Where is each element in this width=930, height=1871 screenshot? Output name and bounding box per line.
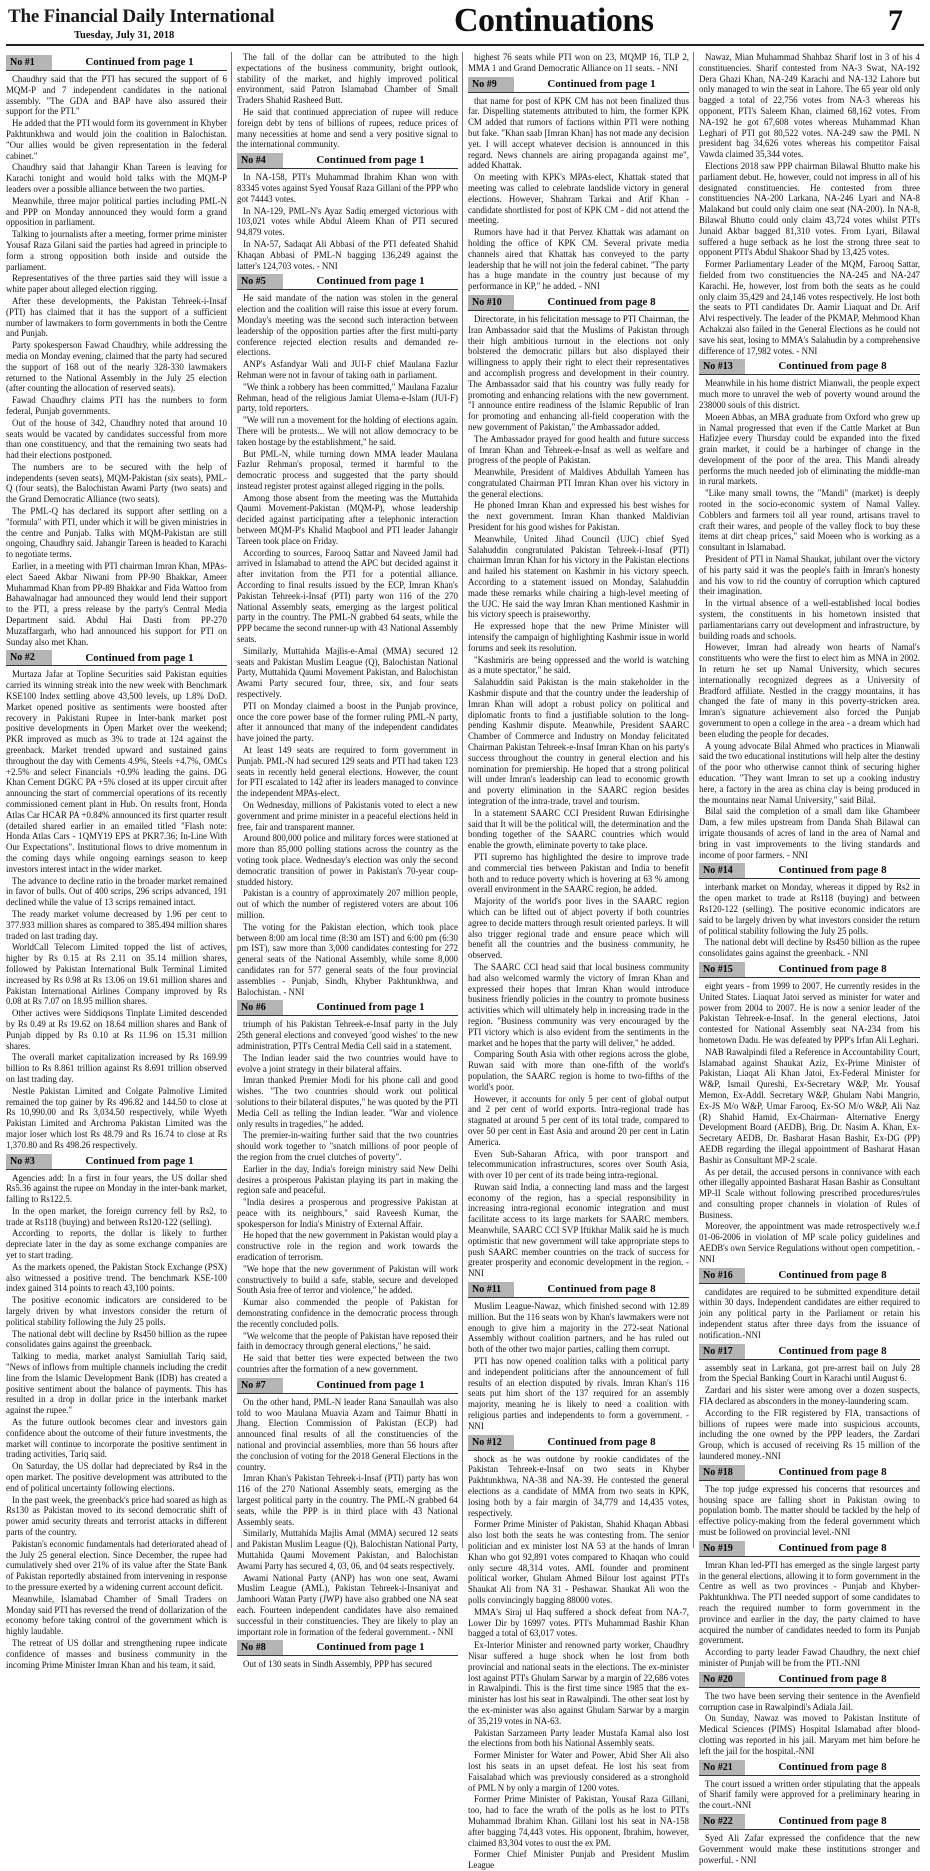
continuation-source: Continued from page 1 — [85, 56, 194, 69]
article-paragraph: According to the FIR registered by FIA, transactions of billions of rupees were made into suspicious accounts, including the one owned by the PPP leaders, the Zardari Group, which is accused of receiving Rs 15 million of the laundered money.-NNI — [699, 1407, 920, 1462]
article-paragraph: that name for post of KPK CM has not been finalized thus far. Dispelling statements attributed to him, the former KPK CM added that rumors of factions within PTI were nothing but fake. "Khan saab [Imran Khan] has not made any decision yet. I will accept whatever decision is announced in this regard. News channels are airing propaganda against me", added Khattak. — [468, 95, 689, 171]
continuation-source: Continued from page 8 — [778, 360, 887, 373]
article-paragraph: In the open market, the foreign currency fell by Rs2, to trade at Rs118 (buying) and between Rs120-122 (selling). — [6, 1205, 227, 1227]
article-paragraph: Imran Khan's Pakistan Tehreek-i-Insaf (PTI) party has won 116 of the 270 National Assembly seats, emerging as the largest political party in the country. The PML-N grabbed 64 seats, while the PPP is in third place with 43 National Assembly seats. — [237, 1473, 458, 1527]
continuation-number: No #5 — [237, 274, 283, 289]
continuation-source: Continued from page 1 — [316, 275, 425, 288]
article-paragraph: The national debt will decline by Rs450 billion as the rupee consolidates gains against the greenback. - NNI — [699, 937, 920, 959]
column-divider — [693, 52, 694, 1548]
article-paragraph: Earlier in the day, India's foreign ministry said New Delhi desires a prosperous Pakistan playing its part in making the region safe and peaceful. — [237, 1163, 458, 1196]
continuation-header — [237, 1378, 458, 1394]
article-paragraph: candidates are required to be submitted expenditure detail within 30 days. Independent candidates are either required to join any political party in the Parliament or retain his independent status after three days from the issuance of notification.-NNI — [699, 1286, 920, 1340]
article-paragraph: Imran Khan led-PTI has emerged as the single largest party in the general elections, allowing it to form government in the Centre as well as two provinces - Punjab and Khyber-Pakhtunkhwa. The PTI needed support of some candidates to reach the required number to form government in the province and earlier in the day, the party claimed to have acquired the number of candidates needed to form its Punjab government. — [699, 1559, 920, 1646]
article-paragraph: Similarly, Muttahida Majlis-e-Amal (MMA) secured 12 seats and Pakistan Muslim League (Q), Balochistan National Party, Muttahida Qaumi Movement Pakistan, and Balochistan Awami Party secured four, three, six, and four seats respectively. — [237, 645, 458, 700]
article-paragraph: Former Prime Minister of Pakistan, Yousaf Raza Gillani, too, had to face the wrath of the polls as he lost to PTI's Muhammad Ibrahim Khan. Gillani lost his seat in NA-158 after bagging 74,443 votes. His opponent, Ibrahim, however, claimed 83,304 votes to oust the ex PM. — [468, 1794, 689, 1848]
article-paragraph: assembly seat in Larkana, got pre-arrest bail on July 28 from the Special Banking Court in Karachi until August 6. — [699, 1362, 920, 1384]
continuation-number: No #15 — [699, 962, 745, 977]
article-paragraph: In NA-158, PTI's Muhammad Ibrahim Khan won with 83345 votes against Syed Yousaf Raza Gillani of the PPP who got 74443 votes. — [237, 172, 458, 204]
article-paragraph: Chaudhry said that the PTI has secured the support of 6 MQM-P and 7 independent candidates in the national assembly. "The GDA and BAP have also assured their support for the PTI." — [6, 74, 227, 117]
continuation-number: No #21 — [699, 1760, 745, 1775]
article-paragraph: At least 149 seats are required to form government in Punjab. PML-N had secured 129 seats and PTI had taken 123 seats in recently held general elections. However, the count for PTI escalated to 142 after its leaders managed to convince the independent MPAs-elect. — [237, 745, 458, 799]
continuation-source: Continued from page 8 — [778, 1672, 887, 1685]
article-paragraph: The national debt will decline by Rs450 billion as the rupee consolidates gains against the greenback. — [6, 1328, 227, 1350]
article-paragraph: Ruwan said India, a connecting land mass and the largest economy of the region, has a special responsibility in increasing intra-regional economic integration and must facilitate access to its large markets for SAARC members. Meanwhile, SAARC CCI SVP Iftikhar Malik said he is much optimistic that new government will take appropriate steps to push SAARC member countries on the track of success for greater prosperity and economic development in the region. - NNI — [468, 1181, 689, 1279]
article-paragraph: shock as he was outdone by rookie candidates of the Pakistan Tehreek-e-Insaf on two seats in Khyber Pakhtunkhwa, NA-38 and NA-39. He contested the general elections as a candidate of MMA from two seats in KPK, losing both by a fair margin of 34,779 and 14,435 votes, respectively. — [468, 1453, 689, 1518]
article-paragraph: As the markets opened, the Pakistan Stock Exchange (PSX) also witnessed a positive trend. The benchmark KSE-100 index gained 314 points to reach 43,100 points. — [6, 1261, 227, 1294]
article-paragraph: Out of 130 seats in Sindh Assembly, PPP has secured — [243, 1659, 432, 1670]
article-paragraph: Moreover, the appointment was made retrospectively w.e.f 01-06-2006 in violation of MP scale policy guidelines and AEDB's own Service Regulations without open competition. - NNI — [699, 1221, 920, 1264]
article-paragraph: The advance to decline ratio in the broader market remained in favor of bulls. Out of 400 scrips, 296 scrips advanced, 191 declined while the value of 13 scrips remained intact. — [6, 875, 227, 908]
article-paragraph: However, it accounts for only 5 per cent of global output and 2 per cent of world exports. Intra-regional trade has stagnated at around 5 per cent of its total trade, compared to over 50 per cent in East Asia and around 20 per cent in Latin America. — [468, 1093, 689, 1147]
continuation-number: No #1 — [6, 55, 52, 70]
article-paragraph: "Kashmiris are being oppressed and the world is watching as a mute spectator," he said. — [468, 654, 689, 676]
article-paragraph: Muslim League-Nawaz, which finished second with 12.89 million. But the 116 seats won by Khan's lawmakers were not enough to give him a majority in the 272-seat National Assembly without coalition partners, and he has ruled out both of the other two major parties, calling them corrupt. — [468, 1301, 689, 1355]
continuation-source: Continued from page 8 — [778, 1815, 887, 1828]
continuation-header — [699, 863, 920, 879]
article-paragraph: Fawad Chaudhry claims PTI has the numbers to form federal, Punjab governments. — [6, 395, 227, 416]
article-paragraph: interbank market on Monday, whereas it dipped by Rs2 in the open market to trade at Rs118 (buying) and between Rs120-122 (selling). The positive economic indicators are said to be largely driven by what investors consider the return of political stability following the July 25 polls. — [699, 882, 920, 936]
article-paragraph: "India desires a prosperous and progressive Pakistan at peace with its neighbours," said Raveesh Kumar, the spokesperson for India's Ministry of External Affair. — [237, 1197, 458, 1229]
continuation-header — [699, 1760, 920, 1776]
continuation-number: No #14 — [699, 863, 745, 878]
article-paragraph: The court issued a written order stipulating that the appeals of Sharif family were approved for a preliminary hearing in the court.-NNI — [699, 1778, 920, 1811]
article-paragraph: highest 76 seats while PTI won on 23, MQMP 16, TLP 2, MMA 1 and Grand Democratic Alliance on 11 seats. - NNI — [468, 52, 689, 73]
article-paragraph: Meanwhile, Islamabad Chamber of Small Traders on Monday said PTI has reversed the trend of dollarization of the economy before taking control of the government which is highly laudable. — [6, 1593, 227, 1637]
article-paragraph: A young advocate Bilal Ahmed who practices in Mianwali said the two educational institutions will help alter the destiny of the poor who otherwise cannot think of securing higher education. "They want Imran to set up a cooking industry here, a factory in the area as china clay is being produced in the mountains near Namal University," said Bilal. — [699, 740, 920, 805]
continuation-header — [699, 1344, 920, 1360]
article-paragraph: Nestle Pakistan Limited and Colgate Palmolive Limited remained the top gainer by Rs 496.82 and 144.50 to close at Rs 10,990.00 and Rs 3,034.50 respectively, while Wyeth Pakistan Limited and Archroma Pakistan Limited was the major loser which lost Rs 48.79 and Rs 16.74 to close at Rs 1,370.80 and Rs 498.26 respectively. — [6, 1085, 227, 1150]
column-3 — [468, 52, 689, 1871]
article-paragraph: The PML-Q has declared its support after settling on a "formula" with PTI, under which it will be given ministries in the centre and Punjab. Talks with MQM-Pakistan are still ongoing, Chaudhry said. Jahangir Tareen is headed to Karachi to negotiate terms. — [6, 506, 227, 560]
continuation-source: Continued from page 8 — [547, 296, 656, 309]
article-paragraph: In the virtual absence of a well-established local bodies system, the constituents in his hometown insisted that parliamentarians carry out development and infrastructure, by building roads and schools. — [699, 598, 920, 641]
continuation-header — [237, 1640, 458, 1656]
continuation-source: Continued from page 1 — [316, 1378, 425, 1391]
article-paragraph: He phoned Imran Khan and expressed his best wishes for the next government. Imran Khan thanked Maldivian President for his good wishes for Pakistan. — [468, 500, 689, 533]
article-paragraph: On the other hand, PML-N leader Rana Sanaullah was also told to woo Maulana Muavia Azam and Taimur Bhatti in Jhang. Election Commission of Pakistan (ECP) had announced final results of all the constituencies of the national and provincial assemblies, more than 56 hours after the conclusion of voting for the 2018 General Elections in the country. — [237, 1396, 458, 1472]
article-paragraph: The retreat of US dollar and strengthening rupee indicate confidence of masses and business community in the incoming Prime Minister Imran Khan and his team, it said. — [6, 1637, 227, 1670]
article-paragraph: The two have been serving their sentence in the Avenfield corruption case in Rawalpindi's Adiala Jail. — [699, 1690, 920, 1712]
continuation-source: Continued from page 1 — [316, 154, 425, 167]
article-paragraph: According to party leader Fawad Chaudhry, the next chief minister of Punjab will be from the PTI.-NNI — [699, 1647, 920, 1668]
continuation-header — [468, 295, 689, 311]
article-paragraph: Former Prime Minister of Pakistan, Shahid Khaqan Abbasi also lost both the seats he was contesting from. The senior politician and ex minister lost NA 53 at the hands of Imran Khan who got 92,891 votes compared to Khaqan who could only secure 48,314 votes. AML founder and prominent political worker, Ghulam Ahmed Bilour lost against PTI's Shaukat Ali from NA 31 - Peshawar. Shaukat Ali won the polls convincingly bagging 88000 votes. — [468, 1519, 689, 1605]
article-paragraph: The Ambassador prayed for good health and future success of Imran Khan and Tehreek-e-Insaf as well as welfare and progress of the people of Pakistan. — [468, 433, 689, 466]
article-paragraph: Syed Ali Zafar expressed the confidence that the new Government would make these institutions stronger and powerful. - NNI — [699, 1832, 920, 1865]
article-paragraph: According to reports, the dollar is likely to further depreciate later in the day as some exchange companies are yet to start trading. — [6, 1228, 227, 1261]
continuation-number: No #9 — [468, 77, 514, 92]
article-paragraph: On Sunday, Nawaz was moved to Pakistan Institute of Medical Sciences (PIMS) Hospital Islamabad after blood-clotting was reported in his jail. Maryam met him before he left the jail for the hospital.-NNI — [699, 1713, 920, 1756]
article-paragraph: In NA-57, Sadaqat Ali Abbasi of the PTI defeated Shahid Khaqan Abbasi of PML-N bagging 136,249 against the latter's 124,703 votes. - NNI — [237, 238, 458, 271]
article-paragraph: However, Imran had already won hearts of Namal's constituents who were the first to elect him as MNA in 2002. In return he set up Namal University, which secures internationally recognized degrees as a University of Bradford affiliate. Nestled in the craggy mountains, it has changed the fate of many in this poverty-stricken area. Imran's signature achievement also forced the Punjab government to open a college in the area - a dream which had been eluding the people for decades. — [699, 642, 920, 739]
article-paragraph: In the past week, the greenback's price had soared as high as Rs130 as Pakistan moved to its second democratic shift of power amid security threats and terrorist attacks in different parts of the country. — [6, 1494, 227, 1537]
article-paragraph: Ex-Interior Minister and renowned party worker, Chaudhry Nisar suffered a huge shock when he lost from both provincial and national seats in the elections. The ex-minister lost against PTI's Ghulam Sarwar by a margin of 22,686 votes in Rawalpindi. This is the first time since 1985 that the ex-minister has lost his seat in Rawalpindi. The other seat lost by the ex-minister was also against Ghulam Sarwar by a margin of 35,219 votes in NA-63. — [468, 1640, 689, 1726]
column-4 — [699, 52, 920, 1865]
article-paragraph: NAB Rawalpindi filed a Reference in Accountability Court, Islamabad against Shaukat Aziz, Ex-Prime Minister of Pakistan, Liaqat Ali Khan Jatoi, Ex-Federal Minister for W&P, Ismail Qureshi, Ex-Secretary W&P, Mr. Yousaf Memon, Ex-Addl. Secretary W&P, Ghulam Nabi Mangrio, Ex-JS M/o W&P, Umar Farooq, Ex-SO M/o W&P, Ali Naz (R) Shahid Hamid, Ex-Chairman- Alternative Energy Development Board (AEDB), Brig. Dr. Nasim A. Khan, Ex-Secretary AEDB, Dr. Basharat Hasan Bashir, Ex-DG (PP) AEDB regarding the illegal appointment of Basharat Hasan Bashir as Consultant MP-2 scale. — [699, 1046, 920, 1165]
article-paragraph: Comparing South Asia with other regions across the globe, Ruwan said with more than one-fifth of the world's population, the SAARC region is home to two-fifths of the world's poor. — [468, 1049, 689, 1092]
article-paragraph: Pakistan is a country of approximately 207 million people, out of which the number of registered voters are about 106 million. — [237, 888, 458, 920]
article-paragraph: Directorate, in his felicitation message to PTI Chairman, the Iran Ambassador said that the Muslims of Pakistan through their high ambitious turnout in the elections not only bolstered the democratic pillars but also displayed their willingness to apply their right to elect their representatives and accomplish progress and development in their country. The Ambassador said that his country was fully ready for promoting and enhancing relations with the new government. "I announce entire readiness of the Islamic Republic of Iran for promoting and enhancing all-field cooperation with the new government of Pakistan," the Ambassador added. — [468, 313, 689, 432]
article-paragraph: Zardari and his sister were among over a dozen suspects, FIA declared as absconders in the money-laundering scam. — [699, 1385, 920, 1407]
continuation-header — [699, 962, 920, 978]
continuation-number: No #16 — [699, 1268, 745, 1283]
page-number: 7 — [888, 4, 903, 37]
continuation-source: Continued from page 1 — [85, 1154, 194, 1167]
article-paragraph: The SAARC CCI head said that local business community had also welcomed warmly the victory of Imran Khan and expressed their hopes that Imran Khan would introduce business friendly policies in the country to promote business activities which will ultimately help in increasing trade in the region. "Business community was very encouraged by the PTI victory which is also evident from the sentiments in the market and he hopes that the party will deliver," he added. — [468, 961, 689, 1048]
article-paragraph: He said that better ties were expected between the two countries after the formation of a new government. — [237, 1353, 458, 1375]
continuation-number: No #11 — [468, 1282, 514, 1297]
continuation-source: Continued from page 8 — [778, 1541, 887, 1554]
article-paragraph: Pakistan's economic fundamentals had deteriorated ahead of the July 25 general election. Since December, the rupee had cumulatively shed over 21% of its value after the State Bank of Pakistan reportedly abstained from intervening in response to the pressure exerted by a widening current account deficit. — [6, 1538, 227, 1592]
article-paragraph: Majority of the world's poor lives in the SAARC region which can be lifted out of abject poverty if both countries agree to decide matters through result oriented parleys. It will also trigger regional trade and ensure peace which will benefit all the countries and the business community, he observed. — [468, 896, 689, 961]
article-paragraph: Meanwhile, President of Maldives Abdullah Yameen has congratulated Chairman PTI Imran Khan over his victory in the general elections. — [468, 467, 689, 499]
continuation-number: No #22 — [699, 1814, 745, 1829]
continuation-number: No #6 — [237, 1000, 283, 1015]
article-paragraph: Pakistan Sarzameen Party leader Mustafa Kamal also lost the elections from both his National Assembly seats. — [468, 1727, 689, 1749]
article-paragraph: "We think a robbery has been committed," Maulana Fazalur Rehman, head of the religious Jamiat Ulema-e-Islam (JUI-F) party, told reporters. — [237, 381, 458, 414]
article-paragraph: "We welcome that the people of Pakistan have reposed their faith in democracy through general elections," he said. — [237, 1330, 458, 1352]
article-paragraph: "Like many small towns, the "Mandi" (market) is deeply rooted in the socio-economic system of Namal Valley. Cobblers and farmers toil all year round, artisans travel to craft their wares, and people of the valley flock to buy these items at dirt cheap prices," said Moeen who is working as a consultant in Islamabad. — [699, 488, 920, 553]
article-paragraph: In a statement SAARC CCI President Ruwan Edirisinghe said that It will be the political will, the determination and the bonding together of the SAARC countries which would enable the growth, eliminate poverty to take place. — [468, 807, 689, 851]
article-paragraph: PTI supremo has highlighted the desire to improve trade and commercial ties between Pakistan and India to benefit both and to reduce poverty which is hovering at 63 % among overall environment in the SAARC region, he added. — [468, 851, 689, 895]
article-paragraph: He hoped that the new government in Pakistan would play a constructive role in the region and work towards the eradication of terrorism. — [237, 1230, 458, 1263]
article-paragraph: According to sources, Farooq Sattar and Naveed Jamil had arrived in Islamabad to attend the APC but decided against it after invitation from the PTI for a potential alliance. According to final results issued by the ECP, Imran Khan's Pakistan Tehreek-i-Insaf (PTI) party won 116 of the 270 National Assembly seats, emerging as the largest political party in the country. The PML-N grabbed 64 seats, while the PPP became the second runner-up with 43 National Assembly seats. — [237, 547, 458, 645]
article-paragraph: The premier-in-waiting further said that the two countries should work together to "snatch millions of poor people of the region from the cruel clutches of poverty". — [237, 1130, 458, 1162]
continuation-source: Continued from page 8 — [547, 1435, 656, 1448]
column-2 — [237, 52, 458, 1670]
continuation-number: No #12 — [468, 1435, 514, 1450]
section-title: Continuations — [454, 2, 654, 39]
article-paragraph: Out of the house of 342, Chaudhry noted that around 10 seats would be vacated by candidates successful from more than one constituency, and that the remaining two seats had had their elections postponed. — [6, 417, 227, 461]
article-paragraph: The positive economic indicators are considered to be largely driven by what investors consider the return of political stability following the July 25 polls. — [6, 1295, 227, 1327]
continuation-source: Continued from page 1 — [547, 77, 656, 90]
article-paragraph: Talking to media, market analyst Samiullah Tariq said, "News of inflows from multiple channels including the credit line from the Islamic Development Bank (IDB) has created a positive sentiment about the balance of payments. This has resulted in a drop in dollar price in the interbank market against the rupee." — [6, 1351, 227, 1416]
continuation-number: No #8 — [237, 1640, 283, 1655]
masthead-rule — [6, 44, 924, 46]
article-paragraph: "We hope that the new government of Pakistan will work constructively to build a safe, stable, secure and developed South Asia free of terror and violence," he added. — [237, 1263, 458, 1296]
article-paragraph: Talking to journalists after a meeting, former prime minister Yousaf Raza Gilani said the parties had agreed in principle to form a strong opposition both inside and outside the parliament. — [6, 229, 227, 272]
article-paragraph: Around 800,000 police and military forces were stationed at more than 85,000 polling stations across the country as the voting took place. Wednesday's election was only the second democratic transition of power in Pakistan's 70-year coup-studded history. — [237, 833, 458, 887]
continuation-number: No #20 — [699, 1672, 745, 1687]
article-paragraph: Awami National Party (ANP) has won one seat, Awami Muslim League (AML), Pakistan Tehreek-i-Insaniyat and Jamhoori Watan Party (JWP) have also grabbed one NA seat each. Fourteen independent candidates have also remained successful in their constituencies. They are likely to play an important role in formation of the federal government. - NNI — [237, 1572, 458, 1637]
continuation-source: Continued from page 1 — [316, 1641, 425, 1654]
continuation-number: No #17 — [699, 1344, 745, 1359]
continuation-header — [237, 153, 458, 169]
article-paragraph: Moeen Abbas, an MBA graduate from Oxford who grew up in Namal progressed that even if the Cattle Market at Bun Hafizjee every Thursday could be expanded into the fixed grain market, it could be a harbinger of change in the development of the poor of the area. This Mandi already performs the much needed job of eliminating the middle-man in rural markets. — [699, 411, 920, 487]
continuation-header — [699, 359, 920, 375]
continuation-source: Continued from page 8 — [778, 1268, 887, 1281]
continuation-source: Continued from page 8 — [778, 1465, 887, 1478]
continuation-source: Continued from page 8 — [547, 1283, 656, 1296]
continuation-number: No #18 — [699, 1465, 745, 1480]
article-paragraph: Similarly, Muttahida Majlis Amal (MMA) secured 12 seats and Pakistan Muslim League (Q), Balochistan National Party, Muttahida Qaumi Movement Pakistan, and Balochistan Awami Party has secured 4, 03, 06, and 04 seats respectively. — [237, 1528, 458, 1571]
article-paragraph: Salahuddin said Pakistan is the main stakeholder in the Kashmir dispute and that the country under the leadership of Imran Khan will adopt a robust policy on political and diplomatic fronts to find a justifiable solution to the long-pending Kashmir dispute. Meanwhile, President SAARC Chamber of Commerce and Industry on Monday felicitated Chairman Pakistan Tehreek-e-Insaf Imran Khan on his party's success throughout the country in general election and his nomination for premiership. He hoped that a strong political will under Imran's leadership can lead to economic growth and poverty elimination in the SAARC region besides integration of the intra-trade, travel and tourism. — [468, 677, 689, 806]
continuation-header — [699, 1465, 920, 1481]
article-paragraph: Elections 2018 saw PPP chairman Bilawal Bhutto make his parliament debut. He, however, could not impress in all of his designated constituencies. He contested from three constituencies NA-200 Larkana, NA-246 Lyari and NA-8 Malakand but could only claim one seat (NA-200). In NA-8, Bilawal Bhutto could only claim 43,724 votes whilst PTI's Junaid Akbar bagged 81,310 votes. From Lyari, Bilawal suffered a huge setback as he lost the strong three seat to opponent PTI's Abdul Shakoor Shad by 13,425 votes. — [699, 160, 920, 258]
article-paragraph: The voting for the Pakistan election, which took place between 8:00 am local time (8:30 am IST) and 6:00 pm (6:30 pm IST), saw more than 3,000 candidates contesting for 272 general seats of the National Assembly, while some 8,000 candidates ran for 577 general seats of the four provincial assemblies - Punjab, Sindh, Khyber Pakhtunkhwa, and Balochistan. - NNI — [237, 921, 458, 997]
masthead — [0, 0, 930, 46]
continuation-number: No #7 — [237, 1378, 283, 1393]
article-paragraph: PTI has now opened coalition talks with a political party and independent politicians after the announcement of full results of an election disputed by rivals. Imran Khan's 116 seats put him short of the 137 required for an assembly majority, meaning he is likely to need a coalition with religious parties and independents to form a government. - NNI — [468, 1356, 689, 1431]
article-paragraph: Murtaza Jafar at Topline Securities said Pakistan equities carried its winning streak into the new week with Benchmark KSE100 Index settling above 43,500 levels, up 1.8% DoD. Market opened positive as sentiments were boosted after recovery in Pakistani Rupee in Inter-bank market post positive developments in Open Market over the weekend; PKR improved as much as 3% to trade at 124 against the greenback. Market trended upward and sustained gains throughout the day with Cements 4.9%, Steels +4.7%, OMCs +2.5% and select Financials +0.9% leading the gains. DG Khan Cement DGKC PA +5% closed at its upper circuit after announcing the start of commercial operations of its recently commissioned cement plant in Hub. On results front, Honda Atlas Car HCAR PA +0.84% announced its first quarter result (detailed shared earlier in an emailed titled "Flash note: Honda Atlas Cars - 1QMY19 EPS at PKR7.36; In-Line With Our Expectations". Institutional flows to drive momentum in the coming days while ongoing earnings season to keep investors interest intact in the wider market. — [6, 669, 227, 874]
article-paragraph: ANP's Asfandyar Wali and JUI-F chief Maulana Fazlur Rehman were not in favour of taking oath in parliament. — [237, 359, 458, 380]
continuation-header — [6, 1154, 227, 1170]
article-paragraph: The fall of the dollar can be attributed to the high expectations of the business community, bright outlook, stability of the market, and highly improved political environment, said Patron Islamabad Chamber of Small Traders Shahid Rasheed Butt. — [237, 52, 458, 106]
article-paragraph: WorldCall Telecom Limited topped the list of actives, higher by Rs 0.15 at Rs 2.11 on 35.14 million shares, followed by Pakistan International Bulk Terminal Limited increased by Rs 0.98 at Rs 13.06 on 19.61 million shares and Pakistan International Airlines Company improved by Rs 0.08 at Rs 7.07 on 18.95 million shares. — [6, 942, 227, 1007]
article-paragraph: But PML-N, while turning down MMA leader Maulana Fazlur Rehman's proposal, termed it harmful to the democratic process and suggested that the party should instead register protest against alleged rigging in the polls. — [237, 448, 458, 491]
article-paragraph: Agencies add: In a first in four years, the US dollar shed Rs5.36 against the rupee on Monday in the inter-bank market, falling to Rs122.5. — [6, 1172, 227, 1205]
article-paragraph: The numbers are to be secured with the help of independents (seven seats), MQM-Pakistan (six seats), PML-Q (four seats), the Balochistan Awami Party (two seats) and the Grand Democratic Alliance (two seats). — [6, 461, 227, 505]
article-paragraph: He said mandate of the nation was stolen in the general election and the coalition will raise this issue at every forum. Monday's meeting was the second such interaction between leadership of the opposition parties after the first multi-party conference rejected election results and demanded re-elections. — [237, 293, 458, 358]
continuation-header — [468, 77, 689, 93]
article-paragraph: Other actives were Siddiqsons Tinplate Limited descended by Rs 0.49 at Rs 19.62 on 18.64 million shares and Bank of Punjab dipped by Rs 0.10 at Rs 11.96 on 15.31 million shares. — [6, 1008, 227, 1051]
column-divider — [462, 52, 463, 1548]
article-paragraph: Nawaz, Mian Muhammad Shahbaz Sharif lost in 3 of his 4 constituencies. Sharif contested from NA-3 Swat, NA-192 Dera Ghazi Khan, NA-249 Karachi and NA-132 Lahore but only managed to win the seat in Lahore. The 65 year old only bagged a total of 22,756 votes from NA-3 whereas his opponent, PTI's Saleem Khan, claimed 68,162 votes. From NA-192 he got 67,608 votes whereas Muhammad Khan Leghari of PTI got 80,522 votes. NA-249 saw the PML N president bag 34,626 votes whereas his competitor Faisal Vawda claimed 35,344 votes. — [699, 52, 920, 160]
article-paragraph: He said that continued appreciation of rupee will reduce foreign debt by tens of billions of rupees, reduce prices of many necessities at home and send a very positive signal to the international community. — [237, 106, 458, 150]
continuation-number: No #2 — [6, 650, 52, 665]
article-paragraph: He expressed hope that the new Prime Minister will intensify the campaign of highlighting Kashmir issue in world forums and seek its resolution. — [468, 621, 689, 653]
continuation-source: Continued from page 8 — [778, 1760, 887, 1773]
continuation-header — [6, 650, 227, 666]
article-paragraph: Bilal said the completion of a small dam like Ghambeer Dam, a few miles upstream from Danda Shah Bilawal can irrigate thousands of acres of land in the area of Namal and bring in vast improvements to the living standards and income of poor farmers. - NNI — [699, 806, 920, 860]
continuation-header — [468, 1282, 689, 1298]
continuation-source: Continued from page 8 — [778, 963, 887, 976]
article-paragraph: The ready market volume decreased by 1.96 per cent to 377.933 million shares as compared to 385.494 million shares traded on last trading day. — [6, 908, 227, 941]
article-paragraph: As the future outlook becomes clear and investors gain confidence about the outcome of their future investments, the market will continue to incorporate the positive sentiment in trading activities, Tariq said. — [6, 1417, 227, 1460]
article-paragraph: The Indian leader said the two countries would have to evolve a joint strategy in their bilateral affairs. — [237, 1052, 458, 1074]
continuation-number: No #13 — [699, 359, 745, 374]
continuation-number: No #3 — [6, 1154, 52, 1169]
column-1 — [6, 52, 227, 1670]
article-paragraph: The overall market capitalization increased by Rs 169.99 billion to Rs 8.861 trillion against Rs 8.691 trillion observed on last trading day. — [6, 1052, 227, 1084]
article-paragraph: Even Sub-Saharan Africa, with poor transport and telecommunication infrastructures, scores over South Asia, with over 10 per cent of its trade being intra-regional. — [468, 1148, 689, 1181]
article-paragraph: Imran thanked Premier Modi for his phone call and good wishes. "The two countries should work out political solutions to their bilateral disputes," he was quoted by the PTI Media Cell as telling the Indian leader. "War and violence only results in tragedies," he added. — [237, 1075, 458, 1129]
article-paragraph: Earlier, in a meeting with PTI chairman Imran Khan, MPAs-elect Saeed Akbar Niwani from PP-90 Bhakkar, Ameer Muhammad Khan from PP-89 Bhakkar and Fida Wattoo from Bahawalnagar had announced they would lend their support to the PTI, a press release by the party's Central Media Department said. Abdul Hai Dasti from PP-270 Muzaffargarh, who had announced his support for PTI on Sunday also met Khan. — [6, 561, 227, 647]
column-divider — [231, 52, 232, 1548]
continuation-header — [699, 1814, 920, 1830]
article-paragraph: Representatives of the three parties said they will issue a white paper about alleged election rigging. — [6, 273, 227, 295]
article-paragraph: He added that the PTI would form its government in Khyber Pakhtunkhwa and would join the coalition in Balochistan. "Our allies would be given representation in the federal cabinet." — [6, 118, 227, 161]
article-paragraph: "We will run a movement for the holding of elections again. There will be protests... We will not allow democracy to be taken hostage by the establishment," he said. — [237, 415, 458, 447]
paper-name: The Financial Daily International — [8, 6, 275, 27]
paper-date: Tuesday, July 31, 2018 — [74, 30, 175, 41]
article-paragraph: In NA-129, PML-N's Ayaz Sadiq emerged victorious with 103,021 votes while Abdul Aleem Khan of PTI secured 94,879 votes. — [237, 205, 458, 238]
continuation-source: Continued from page 8 — [778, 864, 887, 877]
article-paragraph: MMA's Siraj ul Haq suffered a shock defeat from NA-7, Lower Dir by 16997 votes. PTI's Muhammad Bashir Khan bagged a total of 63,017 votes. — [468, 1606, 689, 1639]
article-paragraph: On Wednesday, millions of Pakistanis voted to elect a new government and prime minister in a peaceful elections held in free, fair and transparent manner. — [237, 800, 458, 832]
article-paragraph: As per detail, the accused persons in connivance with each other illegally appointed Basharat Hasan Bashir as Consultant MP-II Scale without following prescribed procedures/rules and consulting proper channels in violation of Rules of Business. — [699, 1166, 920, 1220]
article-paragraph: On meeting with KPK's MPAs-elect, Khattak stated that meeting was called to celebrate landslide victory in general elections. However, Shahram Tarkai and Atif Khan - candidate shortlisted for post of KPK CM - did not attend the meeting. — [468, 172, 689, 226]
article-paragraph: President of PTI in Namal Shaukat, jubilant over the victory of his party said it was the people's faith in Imran's honesty and his vow to rid the country of corruption which captured their imagination. — [699, 554, 920, 597]
continuation-source: Continued from page 1 — [85, 651, 194, 664]
article-paragraph: Party spokesperson Fawad Chaudhry, while addressing the media on Monday evening, claimed that the party had secured the support of 168 out of the nearly 328-330 lawmakers returned to the National Assembly in the July 25 election (after counting the allocation of reserved seats). — [6, 340, 227, 394]
article-paragraph: Meanwhile, United Jihad Council (UJC) chief Syed Salahuddin congratulated Pakistan Tehreek-i-Insaf (PTI) chairman Imran Khan for his victory in the Pakistan elections and hailed his statement on Kashmir in his victory speech. According to a statement issued on Monday, Salahuddin made these remarks while chairing a high-level meeting of the UJC. He said the way Imran Khan mentioned Kashmir in his victory speech is praiseworthy. — [468, 533, 689, 620]
continuation-header — [468, 1435, 689, 1451]
article-paragraph: On Saturday, the US dollar had depreciated by Rs4 in the open market. The positive development was attributed to the end of political uncertainty following elections. — [6, 1461, 227, 1493]
article-paragraph: After these developments, the Pakistan Tehreek-i-Insaf (PTI) has claimed that it has the support of a sufficient number of lawmakers to form governments in both the Centre and Punjab. — [6, 295, 227, 339]
article-paragraph: Meanwhile in his home district Mianwali, the people expect much more to unravel the web of poverty wound around the 238000 souls of this district. — [699, 378, 920, 410]
article-paragraph: Meanwhile, three major political parties including PML-N and PPP on Monday announced they would form a grand opposition in parliament. — [6, 195, 227, 228]
continuation-source: Continued from page 1 — [316, 1001, 425, 1014]
article-paragraph: Among those absent from the meeting was the Muttahida Qaumi Movement-Pakistan (MQM-P), whose leadership decided against participating after a telephonic interaction between MQM-P's Khalid Maqbool and PTI leader Jahangir Tareen took place on Friday. — [237, 492, 458, 546]
continuation-number: No #10 — [468, 295, 514, 310]
continuation-header — [6, 55, 227, 71]
article-paragraph: triumph of his Pakistan Tehreek-e-Insaf party in the July 25th general elections and conveyed 'good wishes' to the new administration, PTI's Central Media Cell said in a statement. — [237, 1019, 458, 1051]
article-paragraph: The top judge expressed his concerns that resources and housing space are falling short in Pakistan owing to population bomb. The matter should be tackled by the help of effective policy-making from the federal government which must be followed on provincial level.-NNI — [699, 1483, 920, 1538]
continuation-header — [237, 274, 458, 290]
continuation-header — [237, 1000, 458, 1016]
continuation-header — [699, 1672, 920, 1688]
article-paragraph: Former Parliamentary Leader of the MQM, Farooq Sattar, fielded from two constituencies the NA-245 and NA-247 Karachi. He, however, lost from both the seats as he could only claim 35,429 and 24,146 votes respectively. He lost both the seats to PTI candidates Dr. Aamir Liaquat and Dr. Arif Alvi respectively. The leader of the PKMAP, Mehmood Khan Achakzai also failed in the General Elections as he could not save his seat, losing to MMA's Salahudin by a comprehensive difference of 17,982 votes. - NNI — [699, 259, 920, 356]
continuation-number: No #19 — [699, 1541, 745, 1556]
article-paragraph: Former Minister for Water and Power, Abid Sher Ali also lost his seats in an upset defeat. He lost his seat from Faisalabad which was previously considered as a stronghold of PML N by only a margin of 1200 votes. — [468, 1750, 689, 1793]
article-paragraph: Chaudhry said that Jahangir Khan Tareen is leaving for Karachi tonight and would hold talks with the MQM-P leaders over a possible alliance between the two parties. — [6, 162, 227, 194]
continuation-number: No #4 — [237, 153, 283, 168]
article-paragraph: Kumar also commended the people of Pakistan for demonstrating confidence in the democratic process through the recently concluded polls. — [237, 1297, 458, 1329]
article-paragraph: PTI on Monday claimed a boost in the Punjab province, once the core power base of the former ruling PML-N party, after it announced that many of the independent candidates have joined the party. — [237, 700, 458, 744]
continuation-source: Continued from page 8 — [778, 1344, 887, 1357]
continuation-header — [699, 1268, 920, 1284]
article-paragraph: eight years - from 1999 to 2007. He currently resides in the United States. Liaquat Jatoi served as minister for water and power from 2004 to 2007. He is now a senior leader of the Pakistan Tehreek-e-Insaf. In the general elections, Jatoi contested for National Assembly seat NA-234 from his hometown Dadu. He was defeated by PPP's Irfan Ali Leghari. — [699, 980, 920, 1045]
article-paragraph: Former Chief Minister Punjab and President Muslim League — [468, 1849, 689, 1871]
article-paragraph: Rumors have had it that Pervez Khattak was adamant on holding the office of KPK CM. Several private media channels aired that Khattak has conveyed to the party leadership that he will not join the federal cabinet. "The party has a huge mandate in the country just because of my performance in KP," he added. - NNI — [468, 227, 689, 292]
continuation-header — [699, 1541, 920, 1557]
